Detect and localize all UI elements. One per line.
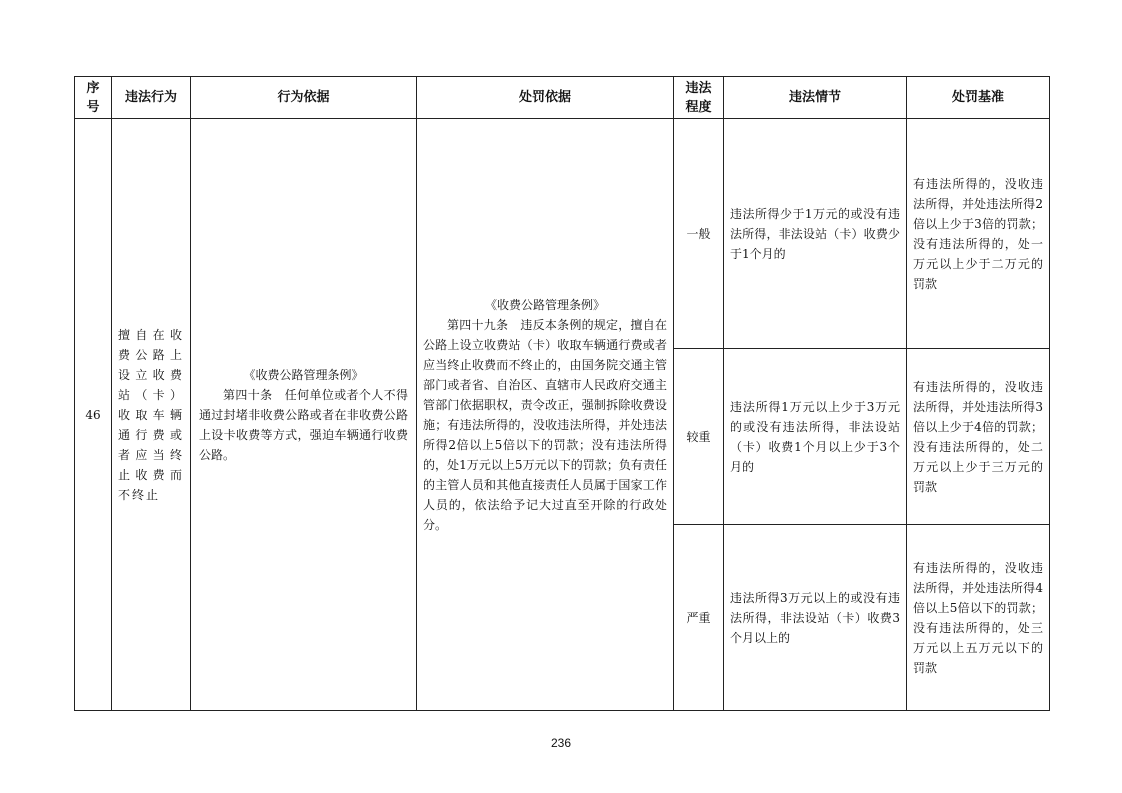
header-no: 序号	[75, 77, 112, 119]
header-penalty-basis: 处罚依据	[417, 77, 674, 119]
degree-serious: 较重	[674, 349, 724, 525]
violation-act: 擅自在收费公路上设立收费站（卡）收取车辆通行费或者应当终止收费而不终止	[112, 119, 191, 711]
table-row	[75, 119, 1050, 349]
circumstance-serious: 违法所得1万元以上少于3万元的或没有违法所得，非法设站（卡）收费1个月以上少于3个月的	[724, 349, 907, 525]
header-standard: 处罚基准	[907, 77, 1050, 119]
header-degree: 违法程度	[674, 77, 724, 119]
header-row	[75, 77, 1050, 119]
penalty-basis	[417, 119, 674, 711]
penalty-table	[74, 76, 1050, 711]
penalty-basis-text: 第四十九条 违反本条例的规定，擅自在公路上设立收费站（卡）收取车辆通行费或者应当终止收费而不终止的，由国务院交通主管部门或者省、自治区、直辖市人民政府交通主管部门依据职权，责令改正，强制拆除收费设施；有违法所得的，没收违法所得，并处违法所得2倍以上5倍以下的罚款；没有违法所得的，处1万元以上5万元以下的罚款；负有责任的主管人员和其他直接责任人员属于国家工作人员的，依法给予记大过直至开除的行政处分。	[423, 317, 667, 532]
standard-general: 有违法所得的，没收违法所得，并处违法所得2倍以上少于3倍的罚款；没有违法所得的，处一万元以上少于二万元的罚款	[907, 119, 1050, 349]
circumstance-severe: 违法所得3万元以上的或没有违法所得，非法设站（卡）收费3个月以上的	[724, 525, 907, 711]
header-circumstance: 违法情节	[724, 77, 907, 119]
header-act: 违法行为	[112, 77, 191, 119]
degree-severe: 严重	[674, 525, 724, 711]
conduct-basis	[191, 119, 417, 711]
degree-general: 一般	[674, 119, 724, 349]
conduct-basis-text: 第四十条 任何单位或者个人不得通过封堵非收费公路或者在非收费公路上设卡收费等方式，强迫车辆通行收费公路。	[199, 387, 408, 462]
header-basis: 行为依据	[191, 77, 417, 119]
standard-serious: 有违法所得的，没收违法所得，并处违法所得3倍以上少于4倍的罚款；没有违法所得的，处二万元以上少于三万元的罚款	[907, 349, 1050, 525]
standard-severe: 有违法所得的，没收违法所得，并处违法所得4倍以上5倍以下的罚款；没有违法所得的，处三万元以上五万元以下的罚款	[907, 525, 1050, 711]
circumstance-general: 违法所得少于1万元的或没有违法所得，非法设站（卡）收费少于1个月的	[724, 119, 907, 349]
penalty-basis-title: 《收费公路管理条例》	[484, 297, 605, 312]
page-number: 236	[550, 736, 572, 750]
conduct-basis-title: 《收费公路管理条例》	[243, 367, 364, 382]
row-number: 46	[75, 119, 112, 711]
